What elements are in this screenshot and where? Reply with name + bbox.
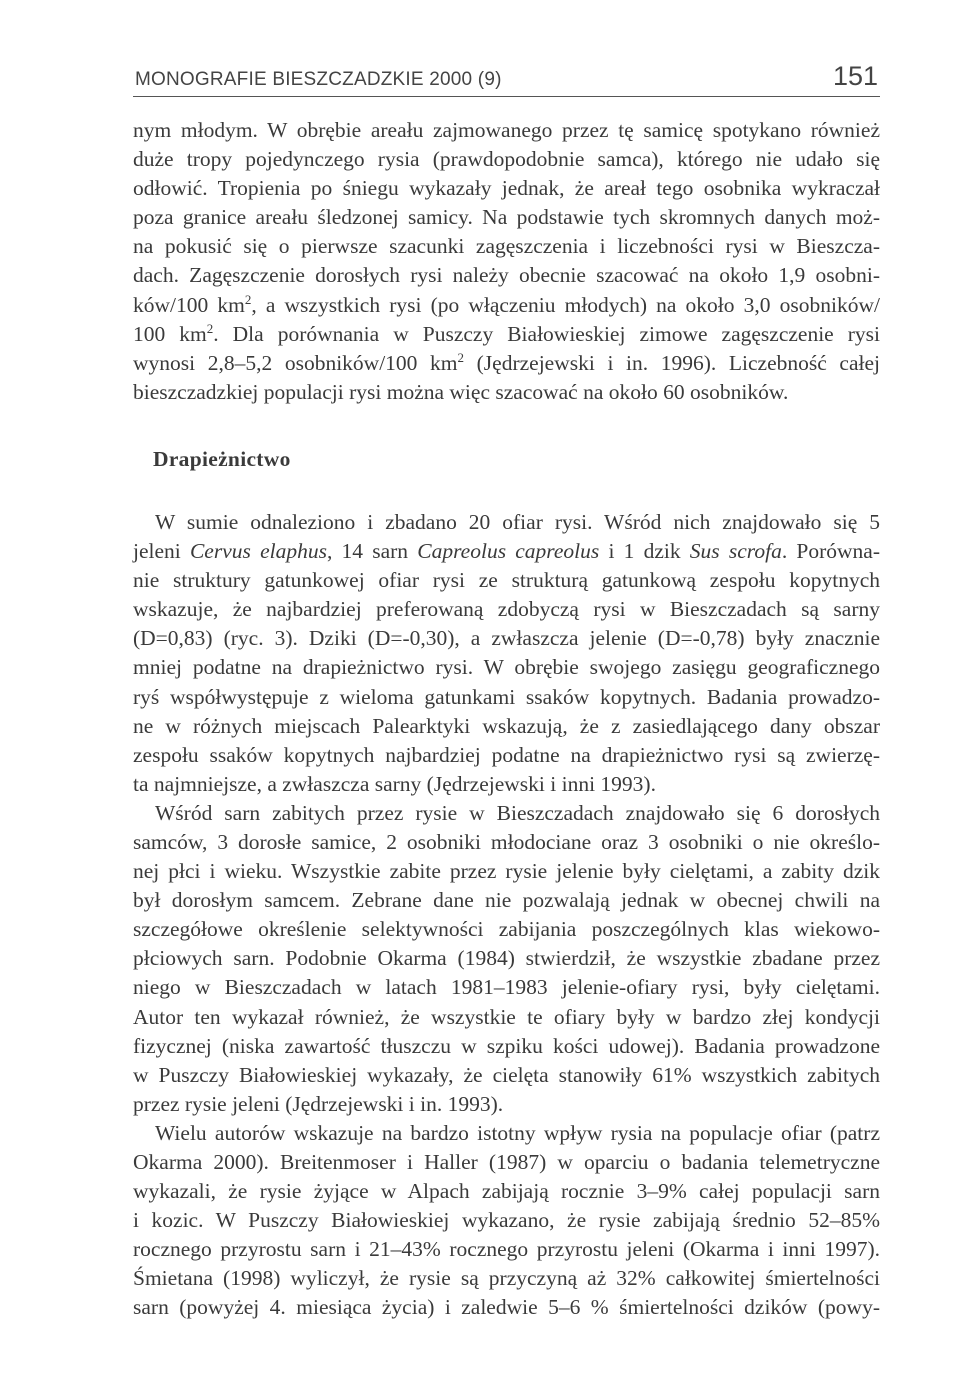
text-line: nym młodym. W obrębie areału zajmowanego przez tę samicę spotykano również [133,118,880,142]
text-line [133,349,880,378]
text-line: nej płci i wieku. Wszystkie zabite przez rysie jelenie były cielętami, a zabity dzik [133,859,880,884]
species-name: Capreolus capreolus [417,539,600,564]
section-heading-block [133,445,880,474]
text-line: (D=0,83) (ryc. 3). Dziki (D=-0,30), a zwłaszcza jelenie (D=-0,78) były znacznie [133,626,880,651]
text-line: Wśród sarn zabitych przez rysie w Bieszczadach znajdowało się 6 dorosłych [155,800,880,825]
text-line: fizycznej (niska zawartość tłuszczu w szpiku kości udowej). Badania prowadzone [133,1033,880,1058]
text-line: ryś współwystępuje z wieloma gatunkami ssaków kopytnych. Badania prowadzo- [133,684,880,709]
text-line: w Puszczy Białowieskiej wykazały, że cielęta stanowiły 61% wszystkich zabitych [133,1062,880,1087]
spacer [133,474,880,508]
text-line: przez rysie jeleni (Jędrzejewski i in. 1993). [133,1091,504,1116]
text-segment: . Porówna- [781,539,880,564]
paragraph [133,799,880,1119]
superscript: 2 [244,291,252,307]
text-line: ta najmniejsze, a zwłaszcza sarny (Jędrzejewski i inni 1993). [133,771,656,796]
text-line: wskazuje, że najbardziej preferowaną zdobyczą rysi w Bieszczadach są sarny [133,597,880,622]
text-line: i kozic. W Puszczy Białowieskiej wykazano, że rysie zabijają średnio 52–85% [133,1208,880,1233]
text-line: niego w Bieszczadach w latach 1981–1983 jelenie-ofiary rysi, były cielętami. [133,975,880,1000]
text-line: rocznego przyrostu sarn i 21–43% rocznego przyrostu jeleni (Okarma i inni 1997). [133,1237,880,1262]
text-line: zespołu ssaków kopytnych najbardziej podatne na drapieżnictwo rysi są zwierzę- [133,742,880,767]
species-name: Sus scrofa [689,539,782,564]
text-line: na pokusić się o pierwsze szacunki zagęszczenia i liczebności rysi w Bieszcza- [133,234,880,259]
text-line: mniej podatne na drapieżnictwo rysi. W obrębie swojego zasięgu geograficznego [133,655,880,680]
text-segment: 100 km [133,321,207,346]
text-line: poza granice areału śledzonej samicy. Na podstawie tych skromnych danych moż- [133,205,880,230]
text-segment: (Jędrzejewski i in. 1996). Liczebność całej [464,350,880,375]
spacer [133,407,880,445]
superscript: 2 [457,349,465,365]
running-header [133,60,880,97]
text-line: dach. Zagęszczenie dorosłych rysi należy obecnie szacować na około 1,9 osobni- [133,263,880,288]
text-line: duże tropy pojedynczego rysia (prawdopodobnie samca), którego nie udało się [133,147,880,172]
text-segment: , 14 sarn [326,539,418,564]
text-segment: , a wszystkich rysi (po włączeniu młodych) na około 3,0 osobników/ [251,292,880,317]
text-line: Okarma 2000). Breitenmoser i Haller (1987) w oparciu o badania telemetryczne [133,1150,880,1174]
text-line: Śmietana (1998) wyliczył, że rysie są przyczyną aż 32% całkowitej śmiertelności [133,1266,880,1291]
text-segment: . Dla porównania w Puszczy Białowieskiej zimowe zagęszczenie rysi [213,321,880,346]
text-line: ne w różnych miejscach Palearktyki wskazują, że z zasiedlającego dany obszar [133,713,880,738]
page-number: 151 [832,61,878,91]
text-segment: ków/100 km [133,292,245,317]
superscript: 2 [206,320,214,336]
text-line: bieszczadzkiej populacji rysi można więc szacować na około 60 osobników. [133,379,789,404]
species-name: Cervus elaphus [189,539,327,564]
text-line: wykazali, że rysie żyjące w Alpach zabijają rocznie 3–9% całej populacji sarn [133,1179,880,1204]
text-line: szczegółowe określenie selektywności zabijania poszczególnych klas wiekowo- [133,917,880,942]
paragraph [133,508,880,799]
text-line: Wielu autorów wskazuje na bardzo istotny wpływ rysia na populacje ofiar (patrz [155,1120,880,1145]
text-line: nie struktury gatunkowej ofiar rysi ze strukturą gatunkową zespołu kopytnych [133,568,880,593]
text-line: W sumie odnaleziono i zbadano 20 ofiar rysi. Wśród nich znajdowało się 5 [155,509,880,534]
text-line [133,537,880,566]
section-heading: Drapieżnictwo [153,446,291,471]
text-line: sarn (powyżej 4. miesiąca życia) i zaledwie 5–6 % śmiertelności dzików (powy- [133,1295,880,1320]
text-line: Autor ten wykazał również, że wszystkie te ofiary były w bardzo złej kondycji [133,1004,880,1029]
body-text [133,116,880,1323]
text-line: płciowych sarn. Podobnie Okarma (1984) stwierdził, że wszystkie zbadane przez [133,946,880,971]
journal-title: MONOGRAFIE BIESZCZADZKIE 2000 (9) [135,69,502,90]
paragraph [133,116,880,407]
paragraph [133,1119,880,1323]
text-segment: wynosi 2,8–5,2 osobników/100 km [133,350,458,375]
text-line [133,291,880,320]
text-line: był dorosłym samcem. Zebrane dane nie pozwalają jednak w obecnej chwili na [133,888,880,913]
text-line [133,320,880,349]
text-line: odłowić. Tropienia po śniegu wykazały jednak, że areał tego osobnika wykraczał [133,176,880,201]
text-line: samców, 3 dorosłe samice, 2 osobniki młodociane oraz 3 osobniki o nie określo- [133,829,880,854]
text-segment: i 1 dzik [599,539,690,564]
text-segment: jeleni [133,539,190,564]
